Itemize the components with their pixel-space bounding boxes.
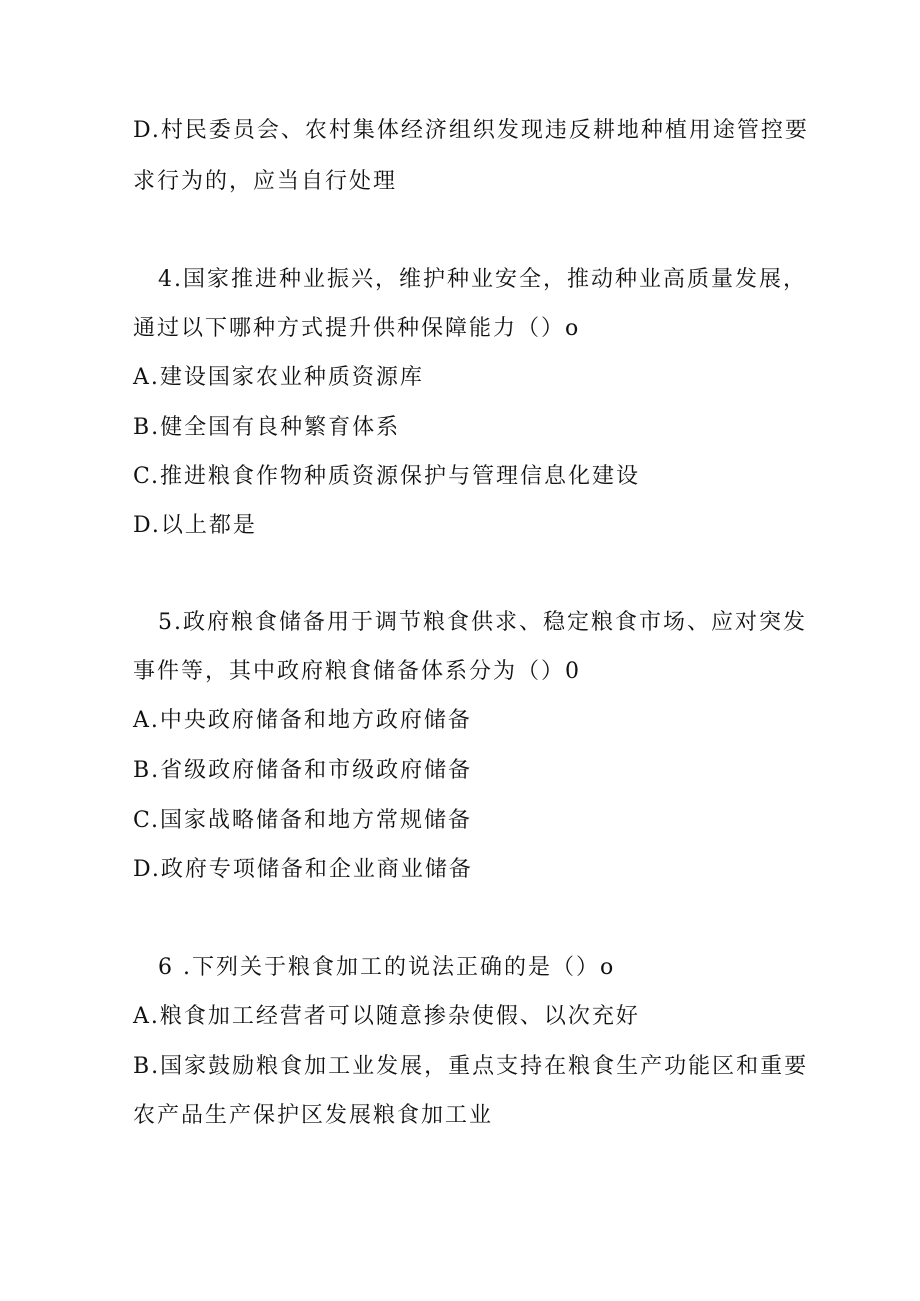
q6-question-line-1: 6 .下列关于粮食加工的说法正确的是（）o: [158, 955, 616, 980]
q6-option-a: A.粮食加工经营者可以随意掺杂使假、以次充好: [133, 1004, 640, 1029]
q5-question-line-2: 事件等，其中政府粮食储备体系分为（）0: [133, 659, 581, 684]
q4-question-line-1: 4.国家推进种业振兴，维护种业安全，推动种业高质量发展，: [158, 267, 807, 292]
q5-question-line-1: 5.政府粮食储备用于调节粮食供求、稳定粮食市场、应对突发: [158, 610, 807, 635]
q6-option-b-line-2: 农产品生产保护区发展粮食加工业: [133, 1103, 494, 1128]
q5-option-a: A.中央政府储备和地方政府储备: [133, 708, 472, 733]
q4-option-d: D.以上都是: [133, 513, 257, 538]
q5-option-c: C.国家战略储备和地方常规储备: [133, 808, 473, 833]
q4-option-b: B.健全国有良种繁育体系: [133, 415, 401, 440]
q5-option-d: D.政府专项储备和企业商业储备: [133, 857, 473, 882]
q6-option-b-line-1: B.国家鼓励粮食加工业发展，重点支持在粮食生产功能区和重要: [133, 1054, 809, 1079]
q3-option-d-line-2: 求行为的，应当自行处理: [133, 169, 398, 194]
q5-option-b: B.省级政府储备和市级政府储备: [133, 758, 473, 783]
q4-question-line-2: 通过以下哪种方式提升供种保障能力（）o: [133, 316, 581, 341]
q4-option-a: A.建设国家农业种质资源库: [133, 365, 424, 390]
q3-option-d-line-1: D.村民委员会、农村集体经济组织发现违反耕地种植用途管控要: [133, 118, 809, 143]
q4-option-c: C.推进粮食作物种质资源保护与管理信息化建设: [133, 464, 641, 489]
